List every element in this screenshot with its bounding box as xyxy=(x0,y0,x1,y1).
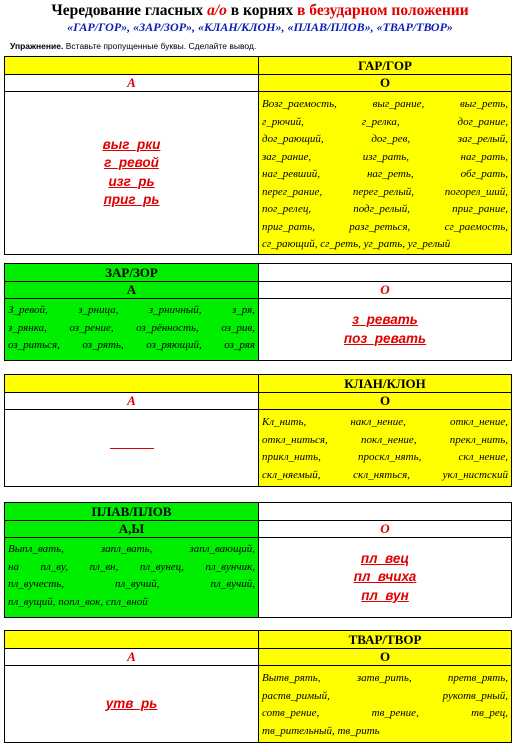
tvar-sub-o: О xyxy=(259,649,512,666)
gar-o-line: перег_рание, перег_релый, погорел_ший, xyxy=(262,185,508,198)
gar-a-word: изг_рь xyxy=(108,173,155,189)
plav-o-cell xyxy=(259,538,512,618)
plav-a-line: Выпл_вать, запл_вать, запл_вающий, xyxy=(8,543,255,555)
klan-a-cell xyxy=(5,410,259,487)
gar-sub-o: О xyxy=(259,75,512,92)
page-subtitle: «ГАР/ГОР», «ЗАР/ЗОР», «КЛАН/КЛОН», «ПЛАВ/ПЛОВ», «ТВАР/ТВОР» xyxy=(67,20,453,34)
gar-o-line: пог_релец, подг_релый, приг_рание, xyxy=(262,203,508,215)
klan-o-cell xyxy=(259,410,512,487)
section-plav xyxy=(4,502,512,618)
plav-header: ПЛАВ/ПЛОВ xyxy=(5,503,259,521)
exercise-text: Вставьте пропущенные буквы. Сделайте вывод. xyxy=(63,41,257,51)
tvar-o-cell xyxy=(259,666,512,743)
tvar-a-word: утв_рь xyxy=(105,695,158,711)
exercise-label: Упражнение. xyxy=(10,41,64,51)
zar-a-line: з_рянка, оз_рение, оз_рённость, оз_рив, xyxy=(8,321,255,334)
plav-a-line: пл_вущий, попл_вок, спл_вной xyxy=(8,595,148,608)
tvar-o-line: раств_римый, рукотв_рный, xyxy=(262,689,508,702)
title-part1: Чередование гласных xyxy=(51,2,208,19)
zar-sub-a: А xyxy=(5,282,259,299)
zar-o-cell xyxy=(259,299,512,361)
tvar-header: ТВАР/ТВОР xyxy=(259,631,512,649)
tvar-o-line: сотв_рение, тв_рение, тв_рец, xyxy=(262,707,508,719)
exercise-instruction xyxy=(10,41,256,51)
zar-header-empty xyxy=(259,264,512,282)
plav-o-word: пл_вчиха xyxy=(353,569,417,585)
zar-a-line: оз_риться, оз_рять, оз_ряющий, оз_ряя xyxy=(8,339,255,351)
section-zar xyxy=(4,263,512,361)
gar-o-cell xyxy=(259,92,512,255)
tvar-a-cell xyxy=(5,666,259,743)
klan-header: КЛАН/КЛОН xyxy=(259,375,512,393)
title-part2: а/о xyxy=(207,2,227,19)
tvar-header-empty xyxy=(5,631,259,649)
section-tvar xyxy=(4,630,512,743)
zar-sub-o: О xyxy=(259,282,512,299)
plav-a-line: пл_вучесть, пл_вучий, пл_вучий, xyxy=(8,578,255,590)
klan-o-line: прикл_нить, проскл_нять, скл_нение, xyxy=(262,451,508,463)
gar-o-line: г_рючий, г_релка, дог_рание, xyxy=(262,115,508,128)
klan-o-line: откл_ниться, покл_нение, прекл_нить, xyxy=(262,433,508,446)
section-gar xyxy=(4,56,512,255)
plav-a-line: на пл_ву, пл_вн, пл_вунец, пл_вунчик, xyxy=(8,560,255,573)
tvar-sub-a: А xyxy=(5,649,259,666)
tvar-o-line: тв_рительный, тв_рить xyxy=(262,724,380,737)
gar-a-word: г_ревой xyxy=(104,155,159,171)
gar-a-word: приг_рь xyxy=(103,192,160,208)
klan-a-blank-line xyxy=(110,448,154,449)
klan-header-empty xyxy=(5,375,259,393)
klan-sub-a: А xyxy=(5,393,259,410)
gar-o-line: Возг_раемость, выг_рание, выг_реть, xyxy=(262,98,508,110)
gar-o-line: заг_рание, изг_рать, наг_рать, xyxy=(262,150,508,163)
plav-a-cell xyxy=(5,538,259,618)
klan-sub-o: О xyxy=(259,393,512,410)
title-part3: в корнях xyxy=(226,2,298,19)
gar-a-cell xyxy=(5,92,259,255)
plav-header-empty xyxy=(259,503,512,521)
gar-sub-a: А xyxy=(5,75,259,92)
zar-a-line: З_ревой, з_рница, з_рничный, з_ря, xyxy=(8,304,255,316)
page-title xyxy=(0,2,520,20)
gar-header: ГАР/ГОР xyxy=(259,57,512,75)
gar-o-line: сг_рающий, сг_реть, уг_рать, уг_релый xyxy=(262,238,451,250)
zar-a-cell xyxy=(5,299,259,361)
zar-header: ЗАР/ЗОР xyxy=(5,264,259,282)
tvar-o-line: Вытв_рять, затв_рить, претв_рять, xyxy=(262,672,508,684)
section-klan xyxy=(4,374,512,487)
klan-o-line: Кл_нить, накл_нение, откл_нение, xyxy=(262,416,508,428)
zar-o-word: з_ревать xyxy=(352,312,418,327)
plav-sub-a: А,Ы xyxy=(5,521,259,538)
plav-o-word: пл_вец xyxy=(360,550,410,566)
gar-a-word: выг_рки xyxy=(102,136,161,152)
gar-o-line: дог_рающий, дог_рев, заг_релый, xyxy=(262,133,508,145)
klan-o-line: скл_няемый, скл_няться, укл_нистский xyxy=(262,468,508,481)
title-part4: в безударном положении xyxy=(297,2,469,19)
zar-o-word: поз_ревать xyxy=(343,330,427,346)
plav-sub-o: О xyxy=(259,521,512,538)
plav-o-word: пл_вун xyxy=(361,587,409,603)
gar-header-empty xyxy=(5,57,259,75)
gar-o-line: наг_ревший, наг_реть, обг_рать, xyxy=(262,168,508,180)
gar-o-line: приг_рать, разг_реться, сг_раемость, xyxy=(262,220,508,233)
